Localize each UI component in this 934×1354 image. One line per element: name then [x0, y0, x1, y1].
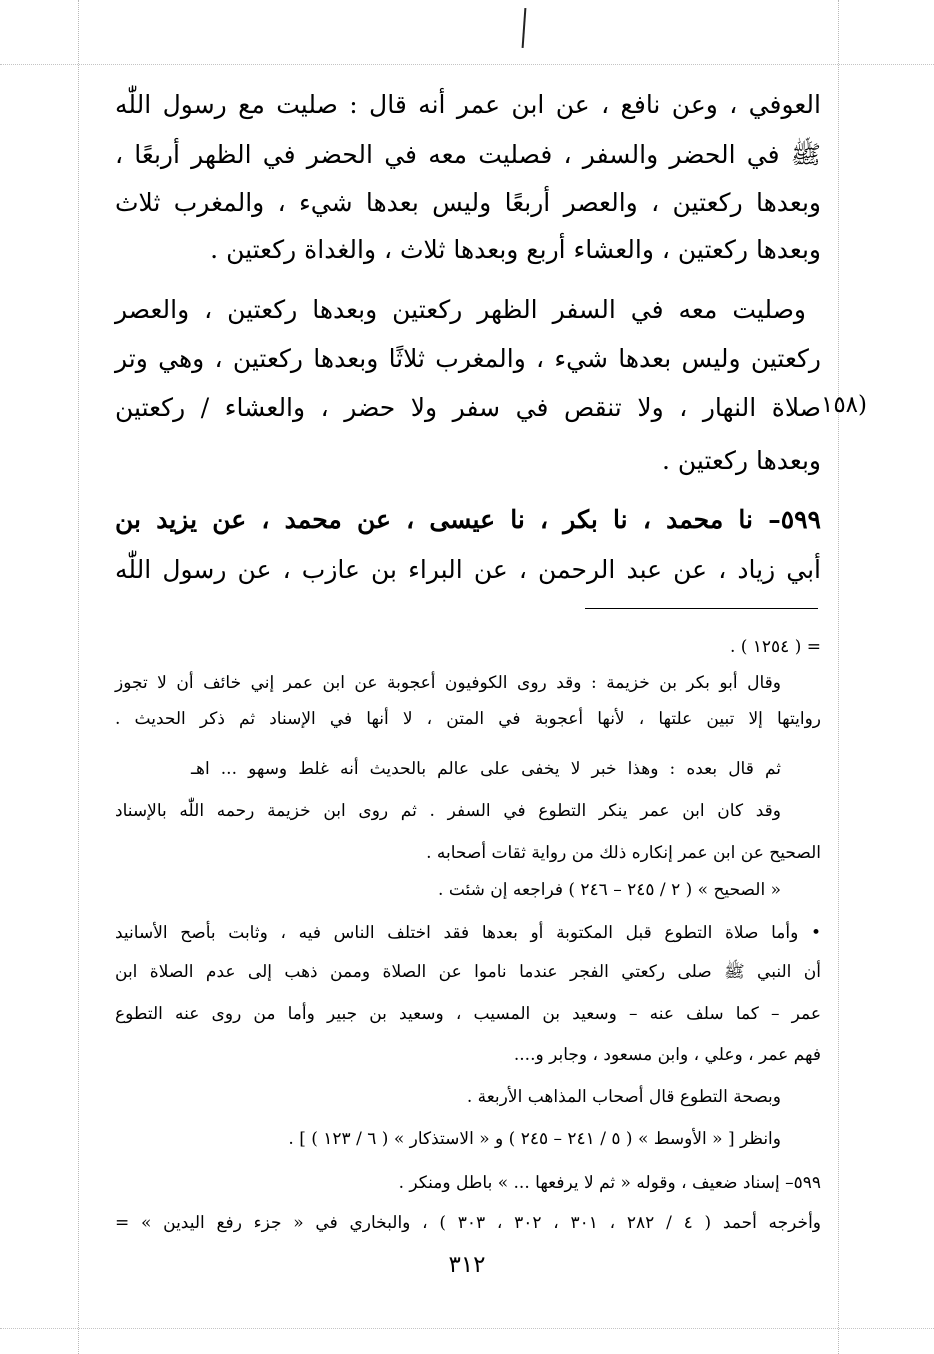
main-line: أبي زياد ، عن عبد الرحمن ، عن البراء بن عازب ، عن رسول اللّٰه: [115, 555, 821, 584]
footnote-separator: [585, 608, 818, 609]
footnote-line: « الصحيح » ( ٢ / ٢٤٥ – ٢٤٦ ) فراجعه إن شئت .: [438, 880, 781, 900]
footnote-line: الصحيح عن ابن عمر إنكاره ذلك من رواية ثقات أصحابه .: [426, 843, 821, 863]
main-line: ركعتين وليس بعدها شيء ، والمغرب ثلاثًا وبعدها ركعتين ، وهي وتر: [115, 344, 821, 373]
footnote-599: ٥٩٩– إسناد ضعيف ، وقوله « ثم لا يرفعها ... » باطل ومنكر .: [398, 1173, 821, 1193]
main-line: وبعدها ركعتين ، والعصر أربعًا وليس بعدها شيء ، والمغرب ثلاث: [115, 188, 821, 217]
scan-guide-bottom: [0, 1328, 934, 1329]
main-line: العوفي ، وعن نافع ، عن ابن عمر أنه قال : صليت مع رسول اللّٰه: [115, 90, 821, 119]
footnote-line: وبصحة التطوع قال أصحاب المذاهب الأربعة .: [466, 1087, 781, 1107]
margin-page-ref: (١٥٨: [820, 392, 868, 418]
scan-guide-top: [0, 64, 934, 65]
scan-mark: [522, 8, 527, 48]
footnote-line: أن النبي ﷺ صلى ركعتي الفجر عندما ناموا عن الصلاة وممن ذهب إلى عدم الصلاة ابن: [115, 962, 821, 982]
main-line: وصليت معه في السفر الظهر ركعتين وبعدها ركعتين ، والعصر: [115, 295, 806, 324]
main-line: وبعدها ركعتين .: [661, 446, 821, 475]
main-line: صلاة النهار ، ولا تنقص في سفر ولا حضر ، والعشاء / ركعتين: [115, 393, 821, 422]
footnote-line: روايتها إلا تبين علتها ، لأنها أعجوبة في المتن ، لا أنها في الإسناد ثم ذكر الحديث .: [115, 709, 821, 729]
footnote-line: وأخرجه أحمد ( ٤ / ٢٨٢ ، ٣٠١ ، ٣٠٢ ، ٣٠٣ ) ، والبخاري في « جزء رفع اليدين » =: [115, 1213, 822, 1233]
scan-guide-left: [78, 0, 79, 1354]
footnote-line: ثم قال بعده : وهذا خبر لا يخفى على عالم بالحديث أنه غلط وسهو ... اهـ: [191, 759, 781, 779]
footnote-line: عمر – كما سلف عنه – وسعيد بن المسيب ، وسعيد بن جبير وأما من روى عنه التطوع: [115, 1004, 821, 1024]
hadith-599-line: ٥٩٩– نا محمد ، نا بكر ، نا عيسى ، عن محمد ، عن يزيد بن: [115, 505, 821, 534]
footnote-line: فهم عمر ، وعلي ، وابن مسعود ، وجابر و....: [513, 1045, 821, 1065]
main-line: ﷺ في الحضر والسفر ، فصليت معه في الحضر في الظهر أربعًا ،: [115, 140, 821, 169]
main-line: وبعدها ركعتين ، والعشاء أربع وبعدها ثلاث ، والغداة ركعتين .: [210, 235, 821, 264]
footnote-line: وقال أبو بكر بن خزيمة : وقد روى الكوفيون أعجوبة عن ابن عمر إني خائف أن لا تجوز: [115, 673, 781, 693]
scan-guide-right: [838, 0, 839, 1354]
footnote-line: وانظر [ « الأوسط » ( ٥ / ٢٤١ – ٢٤٥ ) و « الاستذكار » ( ٦ / ١٢٣ ) ] .: [288, 1129, 781, 1149]
footnote-line: • وأما صلاة التطوع قبل المكتوبة أو بعدها فقد اختلف الناس فيه ، وثابت بأصح الأسانيد: [115, 923, 821, 943]
footnote-line: وقد كان ابن عمر ينكر التطوع في السفر . ثم روى ابن خزيمة رحمه اللّٰه بالإسناد: [115, 801, 781, 821]
footnote-line: = ( ١٢٥٤ ) .: [729, 637, 821, 657]
page-number: ٣١٢: [448, 1252, 486, 1278]
